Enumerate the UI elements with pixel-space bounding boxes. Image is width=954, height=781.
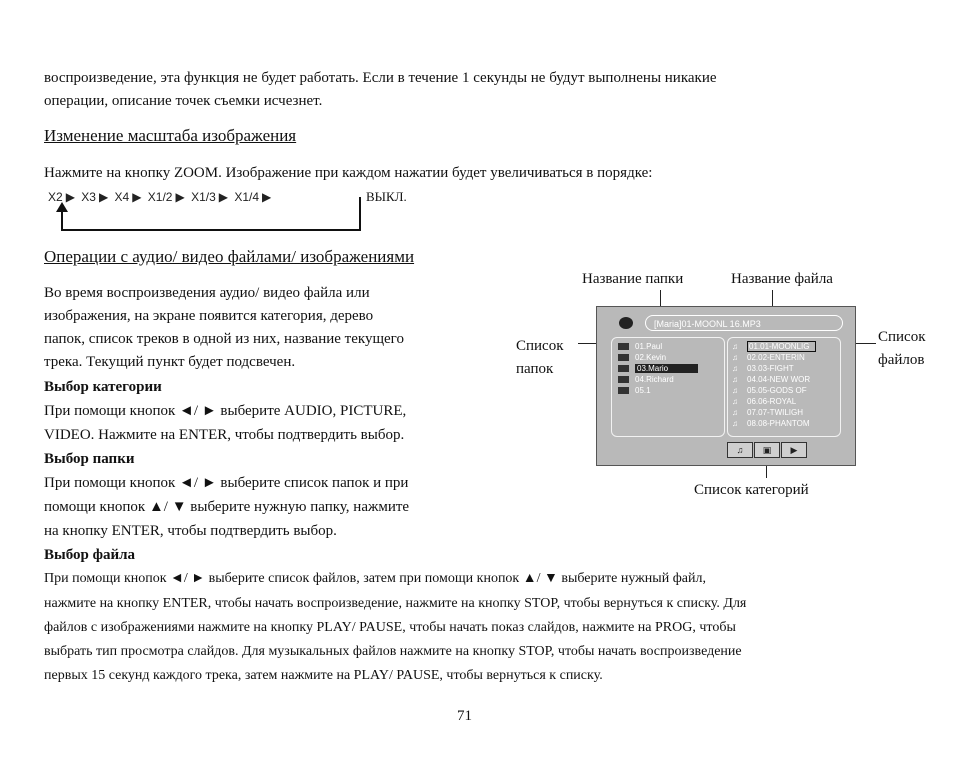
- arrow-up-icon: [56, 202, 68, 212]
- label-categories: Список категорий: [694, 482, 809, 498]
- osd-screen: [596, 306, 856, 466]
- folder-icon: [618, 354, 629, 361]
- ops-heading: Операции с аудио/ видео файлами/ изображениями: [44, 247, 415, 266]
- label-folder-name: Название папки: [582, 271, 684, 287]
- category-video-icon[interactable]: ▶: [781, 442, 807, 458]
- folder-list-panel: [611, 337, 725, 437]
- music-note-icon: ♫: [732, 342, 738, 351]
- file-item[interactable]: ♫ 05.05-GODS OF: [732, 386, 807, 395]
- category-text-1: При помощи кнопок ◄/ ► выберите AUDIO, PICTURE,: [44, 403, 407, 419]
- zoom-text: Нажмите на кнопку ZOOM. Изображение при каждом нажатии будет увеличиваться в порядке:: [44, 165, 653, 181]
- folder-item-selected[interactable]: 03.Mario: [618, 364, 718, 374]
- file-list-panel: [727, 337, 841, 437]
- zoom-sequence: [48, 190, 274, 204]
- music-note-icon: ♫: [732, 419, 738, 428]
- music-note-icon: ♫: [732, 375, 738, 384]
- file-item-selected[interactable]: ♫ 01.01-MOONLIG: [732, 342, 816, 352]
- file-item[interactable]: ♫ 06.06-ROYAL: [732, 397, 797, 406]
- file-title: Выбор файла: [44, 547, 136, 563]
- file-item[interactable]: ♫ 04.04-NEW WOR: [732, 375, 811, 384]
- category-text-2: VIDEO. Нажмите на ENTER, чтобы подтвердить выбор.: [44, 427, 405, 443]
- folder-text-3: на кнопку ENTER, чтобы подтвердить выбор.: [44, 523, 337, 539]
- folder-item[interactable]: 02.Kevin: [618, 353, 666, 363]
- folder-item[interactable]: 01.Paul: [618, 342, 662, 352]
- label-file-list-2: файлов: [878, 352, 925, 368]
- page-number: 71: [457, 708, 472, 724]
- arrow-right-icon: ▶: [262, 190, 272, 204]
- category-picture-icon[interactable]: ▣: [754, 442, 780, 458]
- ops-para-1: Во время воспроизведения аудио/ видео файла или: [44, 285, 370, 301]
- file-text-5: первых 15 секунд каждого трека, затем нажмите на PLAY/ PAUSE, чтобы вернуться к списку.: [44, 668, 603, 683]
- folder-icon: [618, 387, 629, 394]
- zoom-step: X2: [48, 190, 63, 204]
- label-file-name: Название файла: [731, 271, 833, 287]
- file-item[interactable]: ♫ 08.08-PHANTOM: [732, 419, 810, 428]
- zoom-step: X4: [114, 190, 130, 204]
- music-note-icon: ♫: [732, 364, 738, 373]
- music-note-icon: ♫: [732, 408, 738, 417]
- music-note-icon: ♫: [732, 386, 738, 395]
- disc-icon: [619, 317, 633, 329]
- file-text-3: файлов с изображениями нажмите на кнопку PLAY/ PAUSE, чтобы начать показ слайдов, нажмите на PROG, чтобы: [44, 620, 736, 635]
- arrow-right-icon: ▶: [218, 190, 228, 204]
- folder-icon: [618, 343, 629, 350]
- folder-title: Выбор папки: [44, 451, 135, 467]
- folder-text-1: При помощи кнопок ◄/ ► выберите список папок и при: [44, 475, 409, 491]
- label-folder-list-2: папок: [516, 361, 554, 377]
- file-item[interactable]: ♫ 03.03-FIGHT: [732, 364, 794, 373]
- zoom-step: X1/3: [191, 190, 216, 204]
- arrow-right-icon: ▶: [65, 190, 75, 204]
- title-bar: [Maria]01-MOONL 16.MP3: [645, 315, 843, 331]
- folder-item[interactable]: 04.Richard: [618, 375, 674, 385]
- arrow-right-icon: ▶: [98, 190, 109, 204]
- loop-line-right: [359, 197, 361, 230]
- folder-icon: [618, 365, 629, 372]
- folder-item[interactable]: 05.1: [618, 386, 651, 396]
- music-note-icon: ♫: [732, 353, 738, 362]
- folder-icon: [618, 376, 629, 383]
- category-audio-icon[interactable]: ♫: [727, 442, 753, 458]
- label-folder-list-1: Список: [516, 338, 564, 354]
- intro-line-2: операции, описание точек съемки исчезнет.: [44, 93, 323, 109]
- label-file-list-1: Список: [878, 329, 926, 345]
- zoom-step: X3: [81, 190, 96, 204]
- zoom-heading: Изменение масштаба изображения: [44, 126, 297, 145]
- loop-line-bottom: [61, 229, 361, 231]
- intro-line-1: воспроизведение, эта функция не будет работать. Если в течение 1 секунды не будут выполнены никакие: [44, 70, 717, 86]
- arrow-right-icon: ▶: [175, 190, 185, 204]
- ops-para-4: трека. Текущий пункт будет подсвечен.: [44, 354, 296, 370]
- file-item[interactable]: ♫ 07.07-TWILIGH: [732, 408, 804, 417]
- category-title: Выбор категории: [44, 379, 162, 395]
- folder-text-2: помощи кнопок ▲/ ▼ выберите нужную папку, нажмите: [44, 499, 410, 515]
- loop-line-left: [61, 210, 63, 230]
- file-text-2: нажмите на кнопку ENTER, чтобы начать воспроизведение, нажмите на кнопку STOP, чтобы вернуться к списку. Для: [44, 596, 747, 611]
- ops-para-3: папок, список треков в одной из них, название текущего: [44, 331, 404, 347]
- file-text-1: При помощи кнопок ◄/ ► выберите список файлов, затем при помощи кнопок ▲/ ▼ выберите нужный файл,: [44, 571, 706, 586]
- zoom-step: X1/2: [147, 190, 173, 204]
- file-text-4: выбрать тип просмотра слайдов. Для музыкальных файлов нажмите на кнопку STOP, чтобы начать воспроизведение: [44, 644, 742, 659]
- zoom-step: X1/4: [234, 190, 260, 204]
- file-item[interactable]: ♫ 02.02-ENTERIN: [732, 353, 805, 362]
- ops-para-2: изображения, на экране появится категория, дерево: [44, 308, 374, 324]
- zoom-off-label: ВЫКЛ.: [366, 189, 407, 204]
- music-note-icon: ♫: [732, 397, 738, 406]
- arrow-right-icon: ▶: [132, 190, 142, 204]
